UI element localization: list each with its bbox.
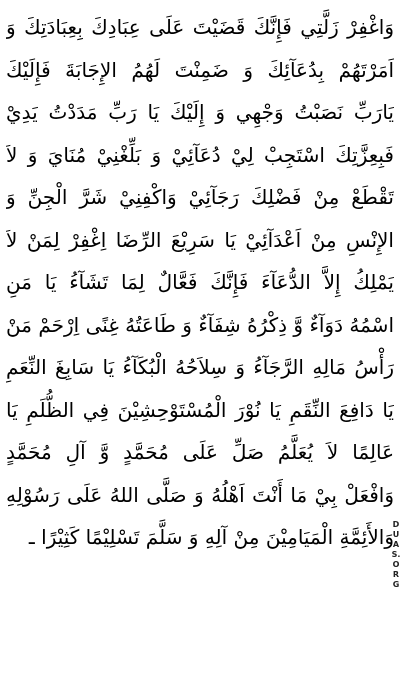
dua-line-1: وَاغْفِرْ زَلَّتِي فَإِنَّكَ قَضَيْتَ عَلَى عِبَادِكَ بِعِبَادَتِكَ وَ (6, 15, 394, 39)
dua-line-9: رَأْسُ مَالِهِ الرَّجَآءُ وَ سِلاَحُهُ الْبُكَآءُ يَا سَابِغَ النِّعَمِ (6, 355, 394, 379)
dua-line-13: وَالأَئِمَّةِ الْمَيَامِيْنَ مِنْ آلِهِ وَ سَلَّمَ تَسْلِيْمًا كَثِيْرًا ـ (28, 525, 394, 549)
dua-line-11: عَالِمًا لاَ يُعَلَّمُ صَلِّ عَلَى مُحَمَّدٍ وَّ آلِ مُحَمَّدٍ (6, 440, 394, 464)
dua-line-12: وَافْعَلْ بِيْ مَا أَنْتَ اَهْلُهُ وَ صَلَّى اللهُ عَلَى رَسُوْلِهِ (6, 482, 394, 507)
dua-line-7: يَمْلِكُ إِلاَّ الدُّعَآءَ فَإِنَّكَ فَعَّالٌ لِمَا تَشَآءُ يَا مَنِ (6, 270, 394, 294)
dua-line-10: يَا دَافِعَ النِّقَمِ يَا نُوْرَ الْمُسْتَوْحِشِيْنَ فِي الظُّلَمِ يَا (6, 397, 394, 422)
dua-line-2: اَمَرْتَهُمْ بِدُعَآئِكَ وَ ضَمِنْتَ لَهُمُ الإِجَابَةَ فَإِلَيْكَ (6, 57, 394, 82)
dua-line-8: اسْمُهُ دَوَآءٌ وَّ ذِكْرُهُ شِفَآءٌ وَ طَاعَتُهُ غِنًى اِرْحَمْ مَنْ (6, 312, 394, 337)
dua-line-5: تَقْطَعْ مِنْ فَضْلِكَ رَجَآئِيْ وَاكْفِنِيْ شَرَّ الْجِنِّ وَ (6, 185, 394, 209)
dua-line-6: الإِنْسِ مِنْ اَعْدَآئِيْ يَا سَرِيْعَ الرِّضَا اِغْفِرْ لِمَنْ لاَ (6, 227, 394, 252)
dua-line-3: يَارَبِّ نَصَبْتُ وَجْهِي وَ إِلَيْكَ يَا رَبِّ مَدَدْتُ يَدِيْ (6, 100, 394, 124)
dua-line-4: فَبِعِزَّتِكَ اسْتَجِبْ لِيْ دُعَآئِيْ وَ بَلِّغْنِيْ مُنَايَ وَ لاَ (6, 142, 394, 167)
duas-org-watermark: DUAS.ORG (391, 520, 401, 589)
dua-text-block (6, 6, 394, 559)
